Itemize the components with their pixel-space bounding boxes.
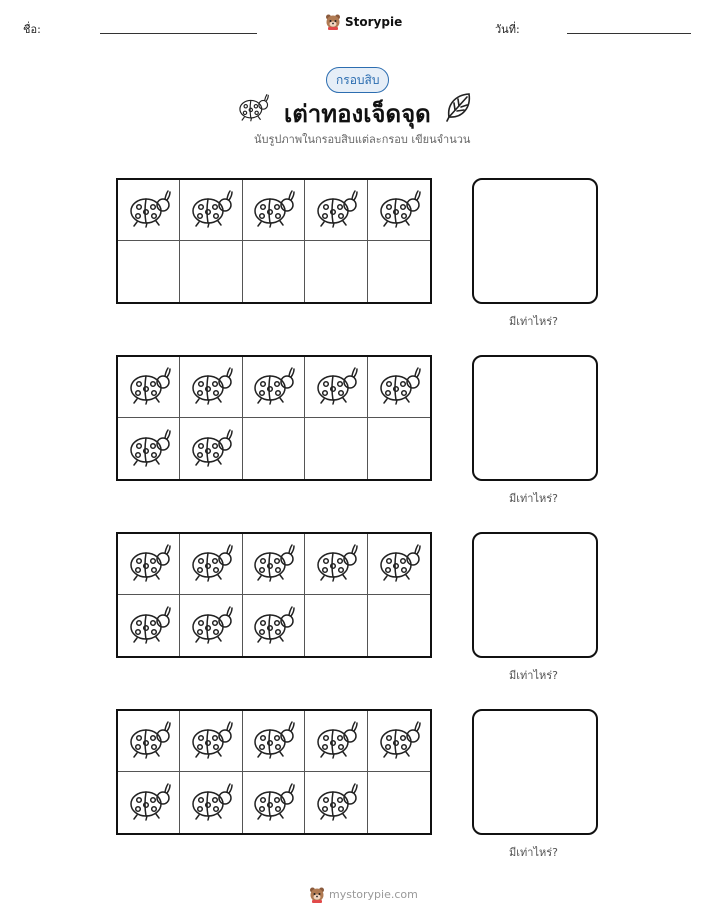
- name-line[interactable]: [100, 33, 257, 34]
- ladybug-icon: [189, 542, 233, 586]
- instructions: นับรูปภาพในกรอบสิบแต่ละกรอบ เขียนจำนวน: [254, 133, 471, 146]
- ladybug-icon: [377, 365, 421, 409]
- frame-cell: [305, 595, 367, 656]
- answer-box-3[interactable]: [472, 532, 598, 658]
- question-label-1: มีเท่าไหร่?: [509, 315, 558, 328]
- frame-cell: [368, 180, 430, 241]
- ladybug-icon: [127, 604, 171, 648]
- ladybug-icon: [127, 365, 171, 409]
- frame-cell: [180, 711, 242, 772]
- brand-name: Storypie: [345, 14, 403, 29]
- ladybug-icon: [127, 719, 171, 763]
- ladybug-icon: [314, 781, 358, 825]
- ladybug-icon: [189, 427, 233, 471]
- frame-cell: [243, 595, 305, 656]
- answer-box-2[interactable]: [472, 355, 598, 481]
- name-label: ชื่อ:: [23, 23, 41, 36]
- ladybug-icon: [314, 719, 358, 763]
- footer: [309, 886, 418, 903]
- frame-cell: [118, 241, 180, 302]
- question-label-2: มีเท่าไหร่?: [509, 492, 558, 505]
- frame-cell: [368, 534, 430, 595]
- frame-cell: [305, 357, 367, 418]
- frame-cell: [118, 180, 180, 241]
- frame-cell: [118, 357, 180, 418]
- ladybug-icon: [314, 365, 358, 409]
- ladybug-icon: [251, 781, 295, 825]
- bear-logo-icon: [309, 886, 325, 903]
- ten-frame-4: [116, 709, 432, 835]
- frame-cell: [305, 711, 367, 772]
- frame-cell: [368, 595, 430, 656]
- answer-box-1[interactable]: [472, 178, 598, 304]
- frame-cell: [118, 711, 180, 772]
- footer-url: mystorypie.com: [329, 888, 418, 901]
- ladybug-icon: [314, 542, 358, 586]
- frame-cell: [368, 357, 430, 418]
- ladybug-icon: [189, 781, 233, 825]
- frame-cell: [305, 180, 367, 241]
- ladybug-icon: [314, 188, 358, 232]
- question-label-3: มีเท่าไหร่?: [509, 669, 558, 682]
- frame-cell: [243, 241, 305, 302]
- page-title: เต่าทองเจ็ดจุด: [284, 100, 431, 128]
- ladybug-icon: [377, 542, 421, 586]
- frame-cell: [305, 418, 367, 479]
- ladybug-icon: [377, 188, 421, 232]
- frame-cell: [180, 418, 242, 479]
- frame-cell: [243, 711, 305, 772]
- ladybug-icon: [127, 542, 171, 586]
- date-label: วันที่:: [495, 23, 520, 36]
- frame-cell: [243, 772, 305, 833]
- frame-cell: [368, 241, 430, 302]
- frame-cell: [180, 534, 242, 595]
- ladybug-icon: [377, 719, 421, 763]
- ladybug-icon: [251, 188, 295, 232]
- frame-cell: [305, 772, 367, 833]
- frame-cell: [180, 595, 242, 656]
- ladybug-icon: [127, 427, 171, 471]
- frame-cell: [118, 772, 180, 833]
- ladybug-icon: [251, 365, 295, 409]
- brand-logo: [325, 13, 402, 30]
- frame-cell: [118, 595, 180, 656]
- frame-cell: [180, 772, 242, 833]
- frame-cell: [243, 418, 305, 479]
- frame-cell: [305, 534, 367, 595]
- ladybug-icon: [251, 604, 295, 648]
- frame-cell: [368, 711, 430, 772]
- ladybug-icon: [251, 542, 295, 586]
- frame-cell: [118, 534, 180, 595]
- answer-box-4[interactable]: [472, 709, 598, 835]
- frame-cell: [368, 418, 430, 479]
- category-tag: กรอบสิบ: [326, 67, 389, 93]
- ten-frame-3: [116, 532, 432, 658]
- ten-frame-2: [116, 355, 432, 481]
- ladybug-icon: [189, 188, 233, 232]
- frame-cell: [243, 180, 305, 241]
- date-line[interactable]: [567, 33, 691, 34]
- frame-cell: [180, 180, 242, 241]
- ladybug-icon: [237, 92, 269, 126]
- frame-cell: [368, 772, 430, 833]
- leaf-icon: [445, 91, 473, 127]
- ladybug-icon: [189, 719, 233, 763]
- frame-cell: [180, 357, 242, 418]
- frame-cell: [243, 357, 305, 418]
- ladybug-icon: [127, 781, 171, 825]
- ten-frame-1: [116, 178, 432, 304]
- ladybug-icon: [189, 604, 233, 648]
- bear-logo-icon: [325, 13, 341, 30]
- ladybug-icon: [189, 365, 233, 409]
- ladybug-icon: [251, 719, 295, 763]
- frame-cell: [305, 241, 367, 302]
- question-label-4: มีเท่าไหร่?: [509, 846, 558, 859]
- frame-cell: [180, 241, 242, 302]
- frame-cell: [118, 418, 180, 479]
- frame-cell: [243, 534, 305, 595]
- ladybug-icon: [127, 188, 171, 232]
